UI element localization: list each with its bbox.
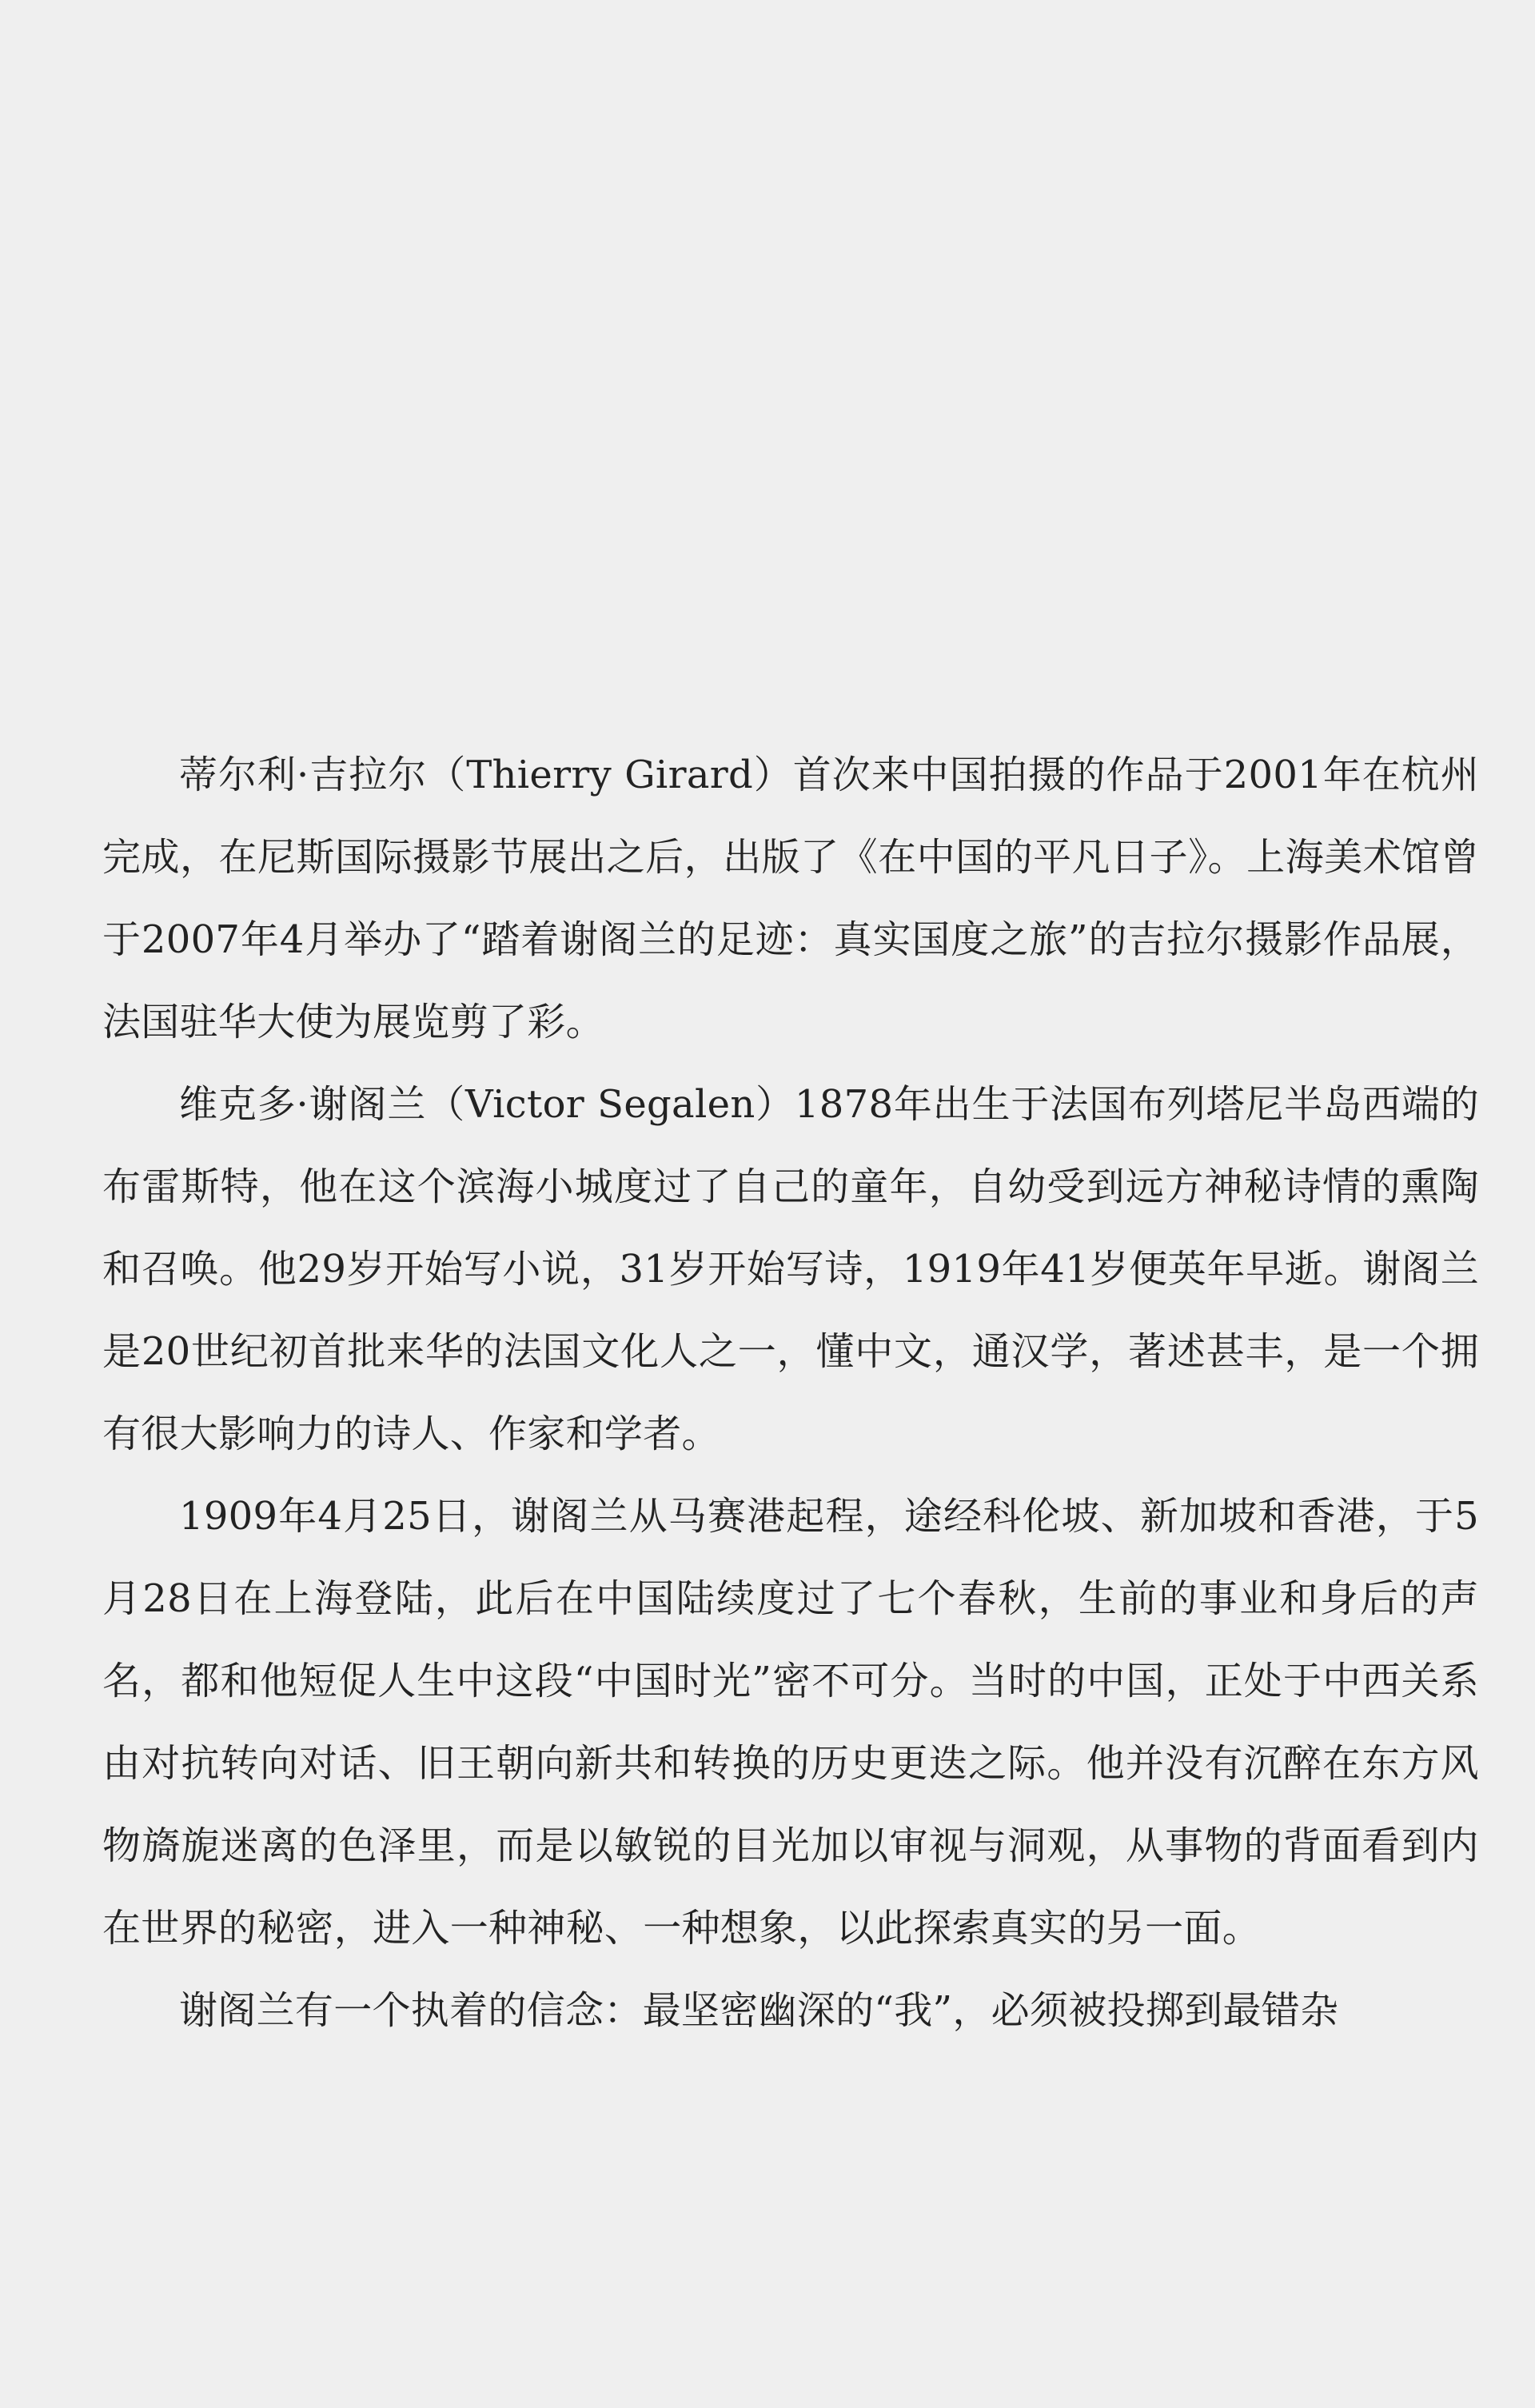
paragraph-segalen-belief: 谢阁兰有一个执着的信念：最坚密幽深的“我”，必须被投掷到最错杂 — [179, 1988, 1339, 2033]
paragraph-victor-segalen-bio: 维克多·谢阁兰（Victor Segalen）1878年出生于法国布列塔尼半岛西端的布雷斯特，他在这个滨海小城度过了自己的童年，自幼受到远方神秘诗情的熏陶和召唤。他29岁开始写小说，31岁开始写诗，1919年41岁便英年早逝。谢阁兰是20世纪初首批来华的法国文化人之一，懂中文，通汉学，著述甚丰，是一个拥有很大影响力的诗人、作家和学者。 — [102, 1082, 1479, 1456]
paragraph-segalen-in-china: 1909年4月25日，谢阁兰从马赛港起程，途经科伦坡、新加坡和香港，于5月28日在上海登陆，此后在中国陆续度过了七个春秋，生前的事业和身后的声名，都和他短促人生中这段“中国时光”密不可分。当时的中国，正处于中西关系由对抗转向对话、旧王朝向新共和转换的历史更迭之际。他并没有沉醉在东方风物旖旎迷离的色泽里，而是以敏锐的目光加以审视与洞观，从事物的背面看到内在世界的秘密，进入一种神秘、一种想象，以此探索真实的另一面。 — [102, 1494, 1479, 1951]
paragraph-thierry-girard: 蒂尔利·吉拉尔（Thierry Girard）首次来中国拍摄的作品于2001年在杭州完成，在尼斯国际摄影节展出之后，出版了《在中国的平凡日子》。上海美术馆曾于2007年4月举办了“踏着谢阁兰的足迹：真实国度之旅”的吉拉尔摄影作品展，法国驻华大使为展览剪了彩。 — [102, 753, 1479, 1044]
body-text — [102, 734, 1479, 2052]
